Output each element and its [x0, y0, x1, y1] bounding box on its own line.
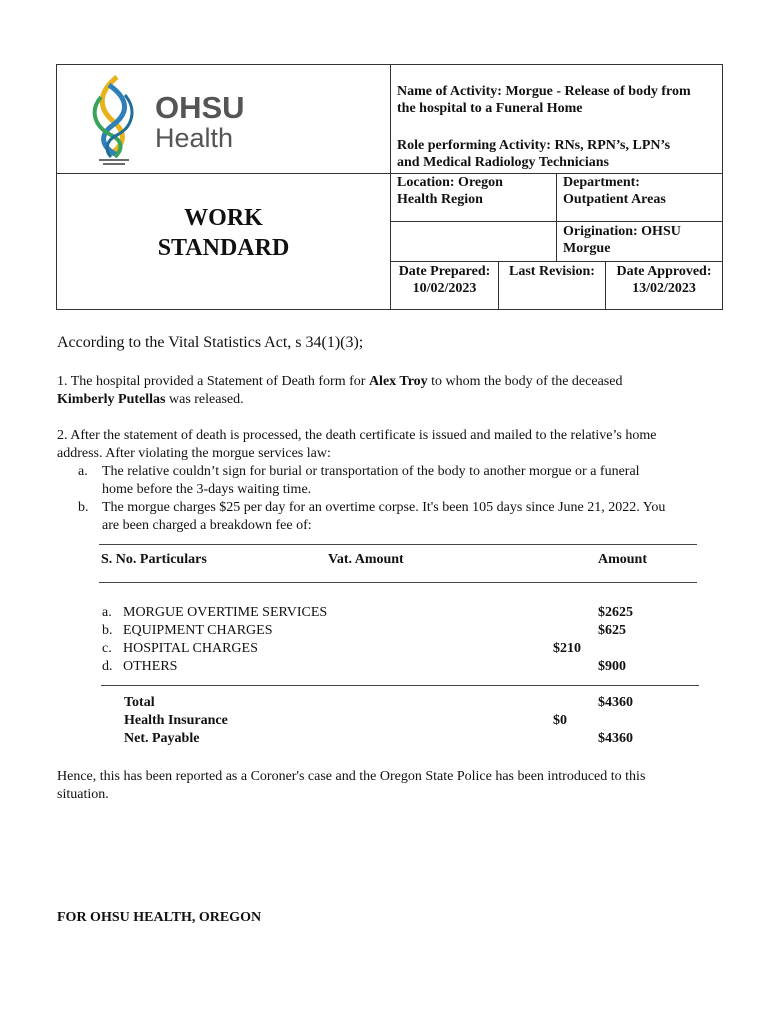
flame-icon: [79, 71, 149, 167]
title-line-1: WORK: [184, 205, 263, 231]
intro-statement: According to the Vital Statistics Act, s 34(1)(3);: [57, 334, 364, 351]
date-prepared-value: 10/02/2023: [412, 281, 477, 296]
date-approved-value: 13/02/2023: [632, 281, 696, 296]
activity-line-1: Name of Activity: Morgue - Release of body from: [397, 84, 691, 99]
last-revision-label: Last Revision:: [509, 264, 595, 279]
para2-line-1: 2. After the statement of death is processed, the death certificate is issued and mailed to the relative’s home: [57, 428, 657, 443]
row-label: EQUIPMENT CHARGES: [123, 623, 273, 638]
location-line-1: Location: Oregon: [397, 175, 503, 190]
list-item-line-1: The relative couldn’t sign for burial or transportation of the body to another morgue or a funeral: [102, 464, 640, 479]
column-header-vat: Vat. Amount: [328, 552, 404, 567]
row-amount: $625: [598, 623, 626, 638]
date-prepared: [391, 263, 498, 297]
table-rule: [99, 582, 697, 583]
activity-line-2: the hospital to a Funeral Home: [397, 101, 583, 116]
date-approved: [606, 263, 722, 297]
logo-text-ohsu: OHSU: [155, 90, 245, 125]
deceased-name: Kimberly Putellas: [57, 392, 166, 407]
para1-text: 1. The hospital provided a Statement of Death form for: [57, 374, 369, 389]
recipient-name: Alex Troy: [368, 374, 428, 389]
health-insurance-vat: $0: [553, 713, 567, 728]
date-prepared-label: Date Prepared:: [398, 264, 491, 279]
origination-line-1: Origination: OHSU: [563, 224, 681, 239]
row-marker: d.: [102, 659, 113, 674]
table-rule: [99, 544, 697, 545]
logo-text-health: Health: [155, 123, 234, 153]
list-marker: a.: [78, 464, 88, 479]
para1-text: to whom the body of the deceased: [427, 374, 623, 389]
origination: [563, 223, 721, 257]
last-revision: [499, 263, 605, 280]
department-line-2: Outpatient Areas: [563, 192, 666, 207]
row-marker: c.: [102, 641, 112, 656]
row-amount: $900: [598, 659, 626, 674]
activity-name: [397, 83, 719, 117]
paragraph-2: [57, 427, 737, 463]
row-marker: a.: [102, 605, 112, 620]
table-rule: [101, 685, 699, 686]
role-line-2: and Medical Radiology Technicians: [397, 155, 609, 170]
document-title: [57, 203, 390, 263]
location: [397, 174, 555, 208]
para1-text: was released.: [165, 392, 244, 407]
net-payable-amount: $4360: [598, 731, 633, 746]
column-header-particulars: S. No. Particulars: [101, 552, 207, 567]
date-approved-label: Date Approved:: [616, 264, 712, 279]
row-label: OTHERS: [123, 659, 178, 674]
row-amount: $2625: [598, 605, 633, 620]
paragraph-1: [57, 373, 727, 409]
header-table: [56, 64, 723, 310]
total-label: Total: [124, 695, 155, 710]
location-line-2: Health Region: [397, 192, 483, 207]
para2-line-2: address. After violating the morgue services law:: [57, 446, 331, 461]
row-label: HOSPITAL CHARGES: [123, 641, 258, 656]
title-line-2: STANDARD: [157, 235, 290, 261]
conclusion-line-1: Hence, this has been reported as a Coroner's case and the Oregon State Police has been introduced to this: [57, 769, 646, 784]
health-insurance-label: Health Insurance: [124, 713, 228, 728]
conclusion-line-2: situation.: [57, 787, 109, 802]
ohsu-health-logo: [79, 71, 254, 167]
department: [563, 174, 721, 208]
signature-line: FOR OHSU HEALTH, OREGON: [57, 910, 262, 925]
divider: [390, 261, 722, 262]
row-vat: $210: [553, 641, 581, 656]
list-item-line-1: The morgue charges $25 per day for an overtime corpse. It's been 105 days since June 21, 2022. You: [102, 500, 666, 515]
row-marker: b.: [102, 623, 113, 638]
list-item-line-2: are been charged a breakdown fee of:: [102, 518, 312, 533]
role-line-1: Role performing Activity: RNs, RPN’s, LPN’s: [397, 138, 671, 153]
list-marker: b.: [78, 500, 89, 515]
list-item-line-2: home before the 3-days waiting time.: [102, 482, 312, 497]
department-line-1: Department:: [563, 175, 640, 190]
role-performing: [397, 137, 719, 171]
column-header-amount: Amount: [598, 552, 648, 567]
conclusion: [57, 768, 737, 804]
row-label: MORGUE OVERTIME SERVICES: [123, 605, 328, 620]
origination-line-2: Morgue: [563, 241, 611, 256]
total-amount: $4360: [598, 695, 633, 710]
net-payable-label: Net. Payable: [124, 731, 200, 746]
divider: [556, 173, 557, 261]
